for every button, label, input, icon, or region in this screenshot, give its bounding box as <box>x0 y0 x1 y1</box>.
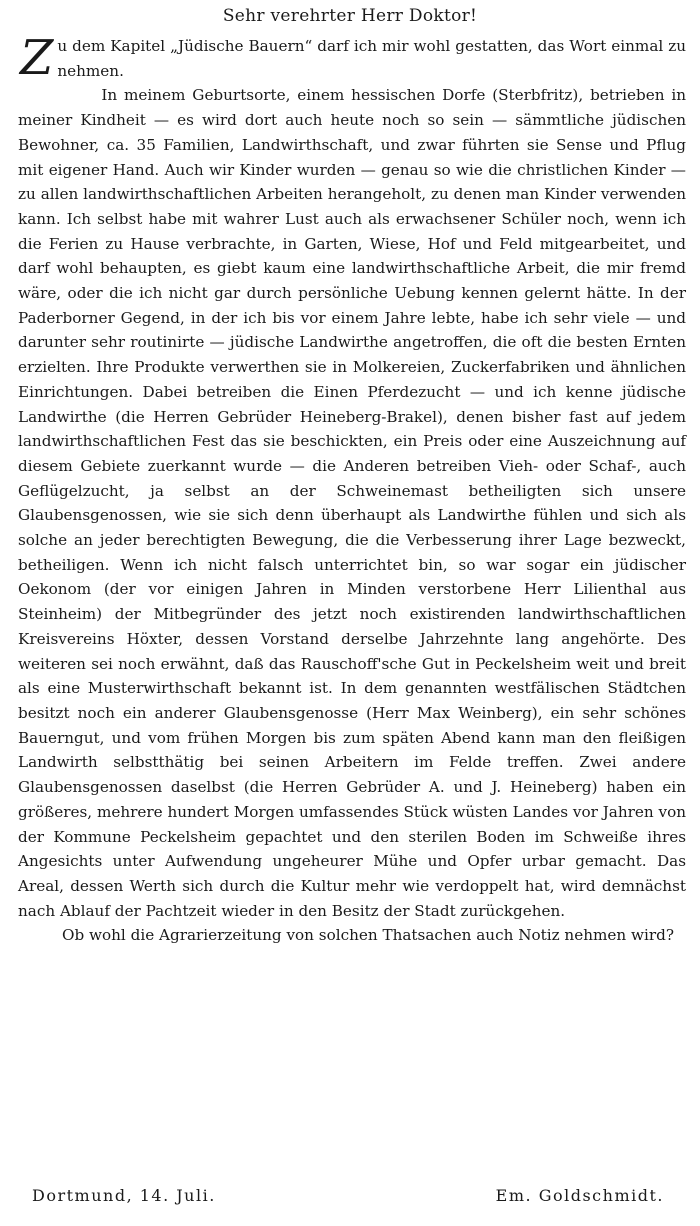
signature: Em. Goldschmidt. <box>495 1186 664 1205</box>
paragraph-3: Ob wohl die Agrarierzeitung von solchen Thatsachen auch Notiz nehmen wird? <box>62 926 674 945</box>
letter-body <box>18 30 686 948</box>
paragraph-1-text: u dem Kapitel „Jüdische Bauern“ darf ich mir wohl gestatten, das Wort einmal zu nehmen. <box>57 37 686 80</box>
paragraph-1 <box>18 30 686 86</box>
closing-line <box>32 1186 664 1205</box>
salutation: Sehr verehrter Herr Doktor! <box>222 6 478 26</box>
paragraph-2: In meinem Geburtsorte, einem hessischen Dorfe (Sterbfritz), betrieben in meiner Kindheit — es wird dort auch heute noch so sein — sämmtliche jüdischen Bewohner, ca. 35 Familien, Landwirthschaft, und zwar führten sie Sense und Pflug mit eigener Hand. Auch wir Kinder wurden — genau so wie die christlichen Kinder — zu allen landwirthschaftlichen Arbeiten herangeholt, zu denen man Kinder verwenden kann. Ich selbst habe mit wahrer Lust auch als erwachsener Schüler noch, wenn ich die Ferien zu Hause verbrachte, in Garten, Wiese, Hof und Feld mitgearbeitet, und darf wohl behaupten, es giebt kaum eine landwirthschaftliche Arbeit, die mir fremd wäre, oder die ich nicht gar durch persönliche Uebung kennen gelernt hätte. In der Paderborner Gegend, in der ich bis vor einem Jahre lebte, habe ich sehr viele — und darunter sehr routinirte — jüdische Landwirthe angetroffen, die oft die besten Ernten erzielten. Ihre Produkte verwerthen sie in Molkereien, Zuckerfabriken und ähnlichen Einrichtungen. Dabei betreiben die Einen Pferdezucht — und ich kenne jüdische Landwirthe (die Herren Gebrüder Heineberg-Brakel), denen bisher fast auf jedem landwirthschaftlichen Fest das sie beschickten, ein Preis oder eine Auszeichnung auf diesem Gebiete zuerkannt wurde — die Anderen betreiben Vieh- oder Schaf-, auch Geflügelzucht, ja selbst an der Schweinemast betheiligten sich unsere Glaubensgenossen, wie sie sich denn überhaupt als Landwirthe fühlen und sich als solche an jeder berechtigten Bewegung, die die Verbesserung ihrer Lage bezweckt, betheiligen. Wenn ich nicht falsch unterrichtet bin, so war sogar ein jüdischer Oekonom (der vor einigen Jahren in Minden verstorbene Herr Lilienthal aus Steinheim) der Mitbegründer des jetzt noch existirenden landwirthschaftlichen Kreisvereins Höxter, dessen Vorstand derselbe Jahrzehnte lang angehörte. Des weiteren sei noch erwähnt, daß das Rauschoff'sche Gut in Peckelsheim weit und breit als eine Musterwirthschaft bekannt ist. In dem genannten westfälischen Städtchen besitzt noch ein anderer Glaubensgenosse (Herr Max Weinberg), ein sehr schönes Bauerngut, und vom frühen Morgen bis zum späten Abend kann man den fleißigen Landwirth selbstthätig bei seinen Arbeitern im Felde treffen. Zwei andere Glaubensgenossen daselbst (die Herren Gebrüder A. und J. Heineberg) haben ein größeres, mehrere hundert Morgen umfassendes Stück wüsten Landes vor Jahren von der Kommune Peckelsheim gepachtet und den sterilen Boden im Schweiße ihres Angesichts unter Aufwendung ungeheurer Mühe und Opfer urbar gemacht. Das Areal, dessen Werth sich durch die Kultur mehr wie verdoppelt hat, wird demnächst nach Ablauf der Pachtzeit wieder in den Besitz der Stadt zurückgehen. <box>18 86 686 920</box>
place-date: Dortmund, 14. Juli. <box>32 1186 216 1205</box>
drop-cap: Z <box>20 30 54 86</box>
